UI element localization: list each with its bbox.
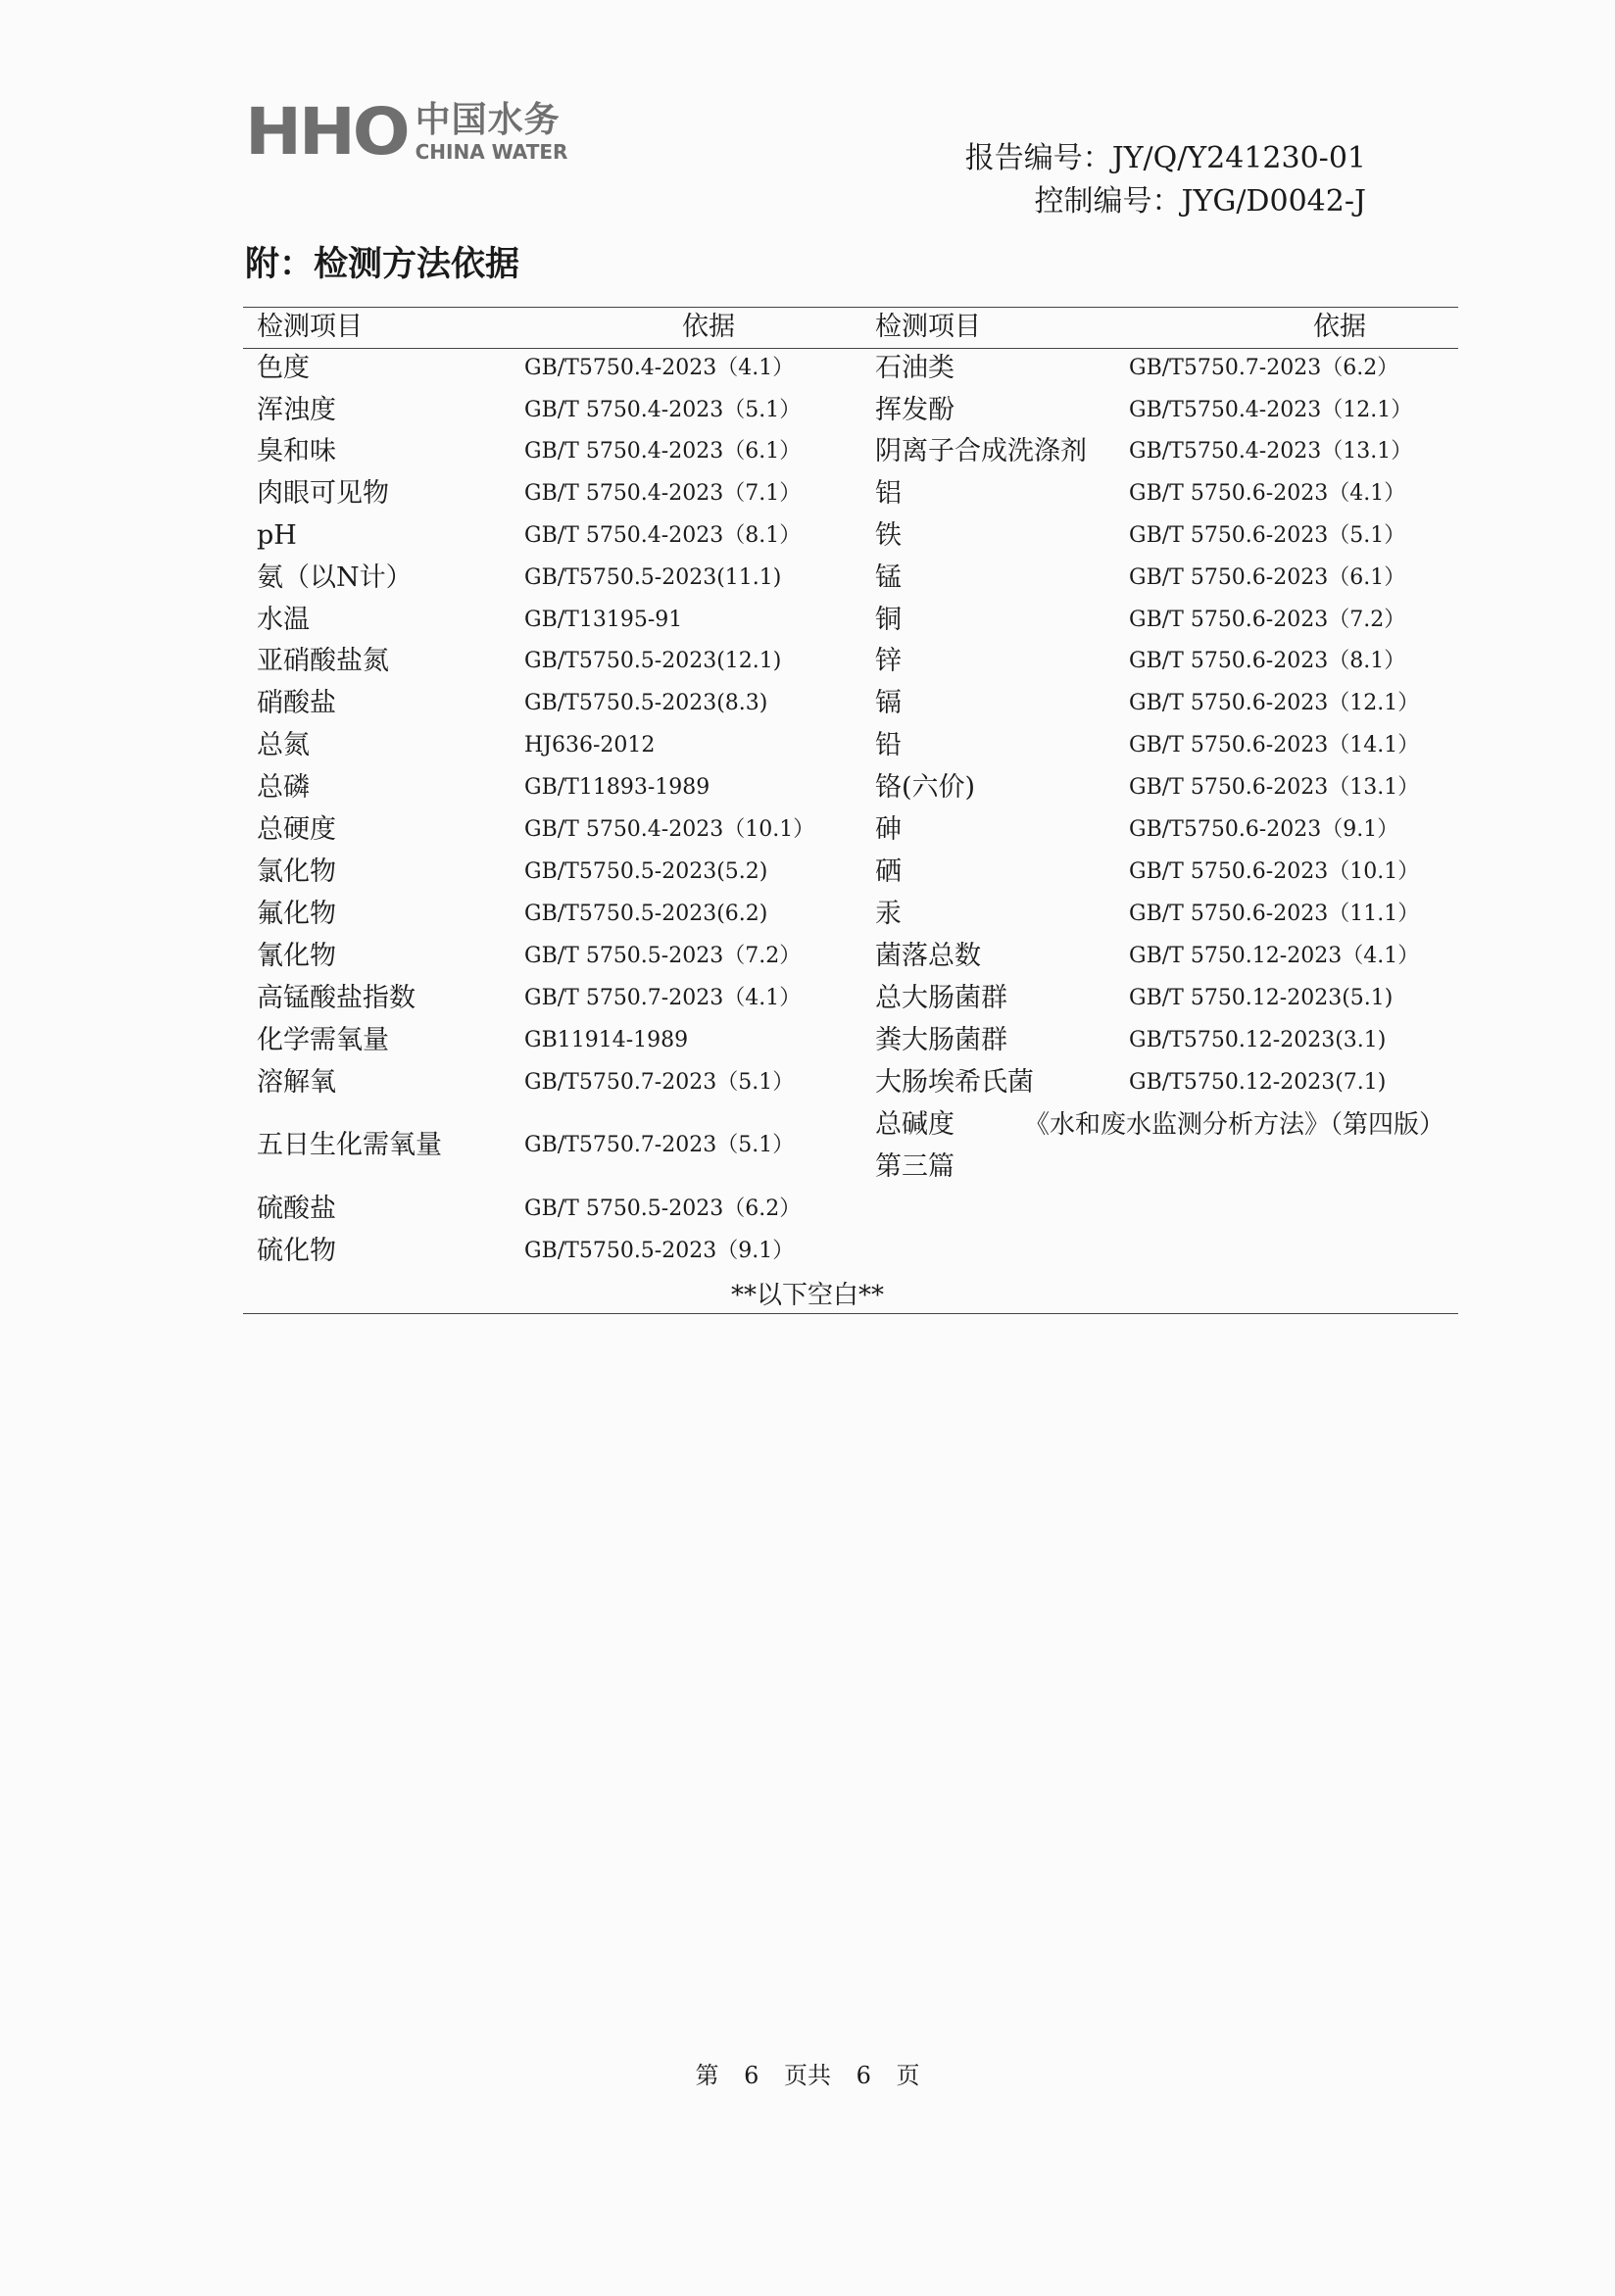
test-item: 总碱度 — [875, 1109, 954, 1140]
method-basis: GB/T 5750.4-2023（6.1） — [524, 439, 802, 464]
test-item: 总硬度 — [257, 814, 336, 845]
test-item: 总氮 — [257, 730, 310, 760]
method-basis: GB/T5750.5-2023(11.1) — [524, 565, 782, 590]
test-item: 锌 — [875, 646, 902, 676]
page-heading: 附：检测方法依据 — [245, 245, 520, 284]
test-item: 氨（以N计） — [257, 562, 413, 593]
china-water-logo — [245, 94, 568, 170]
test-item: 总大肠菌群 — [875, 983, 1007, 1013]
report-numbers — [965, 137, 1366, 223]
method-basis: GB/T11893-1989 — [524, 775, 710, 800]
method-basis: GB/T 5750.6-2023（5.1） — [1129, 523, 1406, 548]
test-item: 五日生化需氧量 — [257, 1130, 442, 1160]
test-item: 粪大肠菌群 — [875, 1025, 1007, 1055]
method-basis: GB/T 5750.7-2023（4.1） — [524, 986, 802, 1010]
test-item: 硝酸盐 — [257, 688, 336, 718]
test-item: 色度 — [257, 353, 310, 383]
method-basis: GB/T5750.6-2023（9.1） — [1129, 817, 1399, 842]
method-basis: GB/T 5750.6-2023（12.1） — [1129, 691, 1420, 715]
method-basis: GB/T 5750.6-2023（13.1） — [1129, 775, 1420, 800]
method-basis: GB/T5750.5-2023(8.3) — [524, 691, 768, 715]
logo-en: CHINA WATER — [415, 140, 568, 164]
report-no: 报告编号：JY/Q/Y241230-01 — [964, 141, 1366, 175]
method-basis: GB/T 5750.12-2023(5.1) — [1129, 986, 1394, 1010]
test-item: 硫化物 — [257, 1236, 336, 1266]
method-basis: GB/T5750.5-2023(6.2) — [524, 902, 768, 926]
method-basis: GB/T 5750.6-2023（6.1） — [1129, 565, 1406, 590]
method-basis: GB/T5750.12-2023(3.1) — [1129, 1028, 1387, 1052]
method-basis: GB/T5750.5-2023（9.1） — [524, 1239, 795, 1263]
method-basis: GB/T5750.7-2023（5.1） — [524, 1133, 795, 1157]
test-item: 硒 — [875, 856, 902, 887]
method-basis: GB/T 5750.6-2023（11.1） — [1129, 902, 1420, 926]
test-item: 铅 — [875, 730, 902, 760]
test-item: 菌落总数 — [875, 941, 981, 971]
test-item: 臭和味 — [257, 436, 336, 466]
control-no: 控制编号：JYG/D0042-J — [1034, 184, 1366, 219]
table-bottom-rule — [243, 1313, 1458, 1314]
col-header-item-right: 检测项目 — [875, 312, 981, 342]
method-basis: GB/T5750.4-2023（12.1） — [1129, 398, 1413, 422]
test-item: 铜 — [875, 605, 902, 635]
test-item: 氟化物 — [257, 899, 336, 929]
test-item: 总磷 — [257, 772, 310, 803]
logo-text — [415, 100, 568, 164]
test-item: 亚硝酸盐氮 — [257, 646, 389, 676]
test-item: 溶解氧 — [257, 1067, 336, 1098]
test-item: 化学需氧量 — [257, 1025, 389, 1055]
col-header-basis-right: 依据 — [1313, 312, 1366, 342]
test-item: 硫酸盐 — [257, 1194, 336, 1224]
test-item: 高锰酸盐指数 — [257, 983, 416, 1013]
method-basis: GB/T5750.4-2023（13.1） — [1129, 439, 1413, 464]
method-basis: GB/T 5750.4-2023（7.1） — [524, 481, 802, 506]
method-basis: GB/T5750.12-2023(7.1) — [1129, 1070, 1387, 1095]
method-basis: GB/T5750.7-2023（6.2） — [1129, 356, 1399, 380]
col-header-item-left: 检测项目 — [257, 312, 363, 342]
test-item: 铬(六价) — [875, 772, 976, 803]
test-item: 浑浊度 — [257, 395, 336, 425]
method-basis: GB11914-1989 — [524, 1028, 689, 1052]
test-item: 镉 — [875, 688, 902, 718]
method-basis: GB/T 5750.6-2023（14.1） — [1129, 733, 1420, 757]
test-item: 肉眼可见物 — [257, 478, 389, 509]
method-basis: GB/T 5750.5-2023（6.2） — [524, 1197, 802, 1221]
test-item: 铝 — [875, 478, 902, 509]
test-item-continued: 第三篇 — [875, 1151, 954, 1182]
test-item: 石油类 — [875, 353, 954, 383]
method-basis: HJ636-2012 — [524, 733, 656, 757]
method-basis: GB/T 5750.12-2023（4.1） — [1129, 944, 1420, 968]
method-basis: GB/T5750.5-2023(12.1) — [524, 649, 782, 673]
test-item: 锰 — [875, 562, 902, 593]
method-basis: GB/T 5750.4-2023（5.1） — [524, 398, 802, 422]
method-basis: GB/T 5750.6-2023（4.1） — [1129, 481, 1406, 506]
test-item: 氰化物 — [257, 941, 336, 971]
test-item: 挥发酚 — [875, 395, 954, 425]
logo-cn: 中国水务 — [415, 100, 561, 140]
method-basis: GB/T 5750.4-2023（10.1） — [524, 817, 815, 842]
logo-mark: HHO — [245, 94, 408, 170]
test-item: pH — [257, 520, 297, 551]
col-header-basis-left: 依据 — [682, 312, 735, 342]
method-basis: GB/T5750.4-2023（4.1） — [524, 356, 795, 380]
test-item: 大肠埃希氏菌 — [875, 1067, 1034, 1098]
test-item: 汞 — [875, 899, 902, 929]
method-basis: 《水和废水监测分析方法》（第四版） — [1024, 1110, 1445, 1140]
blank-below-note: **以下空白** — [730, 1281, 884, 1310]
test-item: 氯化物 — [257, 856, 336, 887]
method-basis: GB/T 5750.4-2023（8.1） — [524, 523, 802, 548]
method-basis: GB/T5750.5-2023(5.2) — [524, 859, 768, 884]
method-basis: GB/T 5750.6-2023（8.1） — [1129, 649, 1406, 673]
table-top-rule — [243, 307, 1458, 308]
method-basis: GB/T 5750.6-2023（10.1） — [1129, 859, 1420, 884]
test-item: 砷 — [875, 814, 902, 845]
method-basis: GB/T5750.7-2023（5.1） — [524, 1070, 795, 1095]
method-basis: GB/T 5750.6-2023（7.2） — [1129, 608, 1406, 632]
method-basis: GB/T 5750.5-2023（7.2） — [524, 944, 802, 968]
method-basis: GB/T13195-91 — [524, 608, 683, 632]
test-item: 阴离子合成洗涤剂 — [875, 436, 1087, 466]
test-item: 铁 — [875, 520, 902, 551]
page-footer: 第 6 页共 6 页 — [695, 2062, 920, 2089]
test-item: 水温 — [257, 605, 310, 635]
